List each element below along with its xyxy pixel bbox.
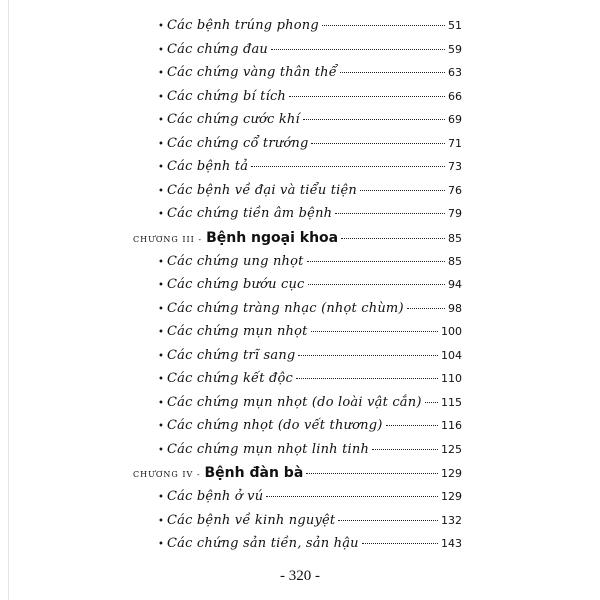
toc-page-number: 76: [448, 183, 462, 197]
toc-page-number: 116: [441, 419, 462, 433]
bullet-icon: •: [158, 44, 164, 56]
toc-page-number: 129: [441, 467, 462, 481]
toc-entry: [158, 18, 462, 38]
toc-entry-label: Các bệnh trúng phong: [167, 18, 319, 33]
bullet-icon: •: [158, 327, 164, 339]
bullet-icon: •: [158, 162, 164, 174]
toc-page-number: 98: [448, 301, 462, 315]
toc-page-number: 71: [448, 136, 462, 150]
dot-leader: [425, 402, 438, 403]
dot-leader: [322, 25, 445, 26]
toc-entry: [158, 65, 462, 85]
bullet-icon: •: [158, 209, 164, 221]
toc-page-number: 129: [441, 490, 462, 503]
bullet-icon: •: [158, 397, 164, 409]
dot-leader: [311, 331, 438, 332]
dot-leader: [308, 284, 445, 285]
toc-page-number: 63: [448, 66, 462, 80]
toc-entry: [158, 89, 462, 109]
toc-page-number: 85: [448, 231, 462, 245]
toc-entry-label: Các chứng cổ trướng: [167, 135, 309, 151]
bullet-icon: •: [158, 492, 164, 503]
chapter-title: Bệnh đàn bà: [204, 465, 304, 482]
toc-entry-label: Các chứng bướu cục: [167, 277, 305, 293]
toc-page-number: 69: [448, 113, 462, 127]
toc-page-number: 104: [441, 348, 462, 362]
bullet-icon: •: [158, 539, 164, 551]
toc-entry: [158, 183, 462, 203]
toc-page-number: 59: [448, 42, 462, 56]
dot-leader: [251, 166, 445, 167]
dot-leader: [360, 190, 445, 191]
page-number: - 320 -: [280, 568, 320, 584]
dot-leader: [266, 496, 438, 497]
toc-entry: [158, 112, 462, 132]
bullet-icon: •: [158, 350, 164, 362]
toc-entry: [158, 159, 462, 179]
bullet-icon: •: [158, 21, 164, 32]
toc-page-number: 66: [448, 89, 462, 103]
toc-entry-label: Các chứng cước khí: [167, 112, 300, 128]
toc-entry-label: Các chứng mụn nhọt (do loài vật cắn): [167, 394, 422, 410]
toc-entry-label: Các bệnh ở vú: [167, 489, 264, 504]
bullet-icon: •: [158, 303, 164, 315]
toc-page-number: 110: [441, 372, 462, 386]
chapter-heading: [133, 230, 462, 250]
toc-entry: [158, 277, 462, 297]
dot-leader: [271, 49, 445, 50]
toc-page-number: 51: [448, 19, 462, 32]
bullet-icon: •: [158, 185, 164, 197]
dot-leader: [311, 143, 445, 144]
toc-entry-label: Các chứng kết độc: [167, 371, 294, 387]
bullet-icon: •: [158, 91, 164, 103]
toc-entry: [158, 254, 462, 274]
dot-leader: [341, 238, 445, 239]
toc-entry: [158, 442, 462, 462]
toc-entry: [158, 136, 462, 156]
toc-entry-label: Các bệnh về đại và tiểu tiện: [167, 182, 357, 198]
toc-entry-label: Các chứng tiền âm bệnh: [167, 206, 333, 222]
toc-page-number: 100: [441, 325, 462, 339]
bullet-icon: •: [158, 68, 164, 80]
toc-entry-label: Các chứng nhọt (do vết thương): [167, 418, 383, 434]
bullet-icon: •: [158, 444, 164, 456]
toc-entry: [158, 513, 462, 533]
dot-leader: [335, 213, 445, 214]
dot-leader: [340, 72, 445, 73]
chapter-number: CHƯƠNG III -: [133, 234, 203, 244]
bullet-icon: •: [158, 374, 164, 386]
toc-entry: [158, 301, 462, 321]
chapter-title: Bệnh ngoại khoa: [206, 229, 339, 246]
toc-entry-label: Các chứng ung nhọt: [167, 253, 304, 269]
dot-leader: [298, 355, 438, 356]
dot-leader: [303, 119, 445, 120]
toc-entry-label: Các chứng mụn nhọt linh tinh: [167, 441, 370, 457]
dot-leader: [307, 261, 445, 262]
chapter-heading: [133, 465, 462, 485]
toc-page-number: 125: [441, 442, 462, 456]
toc-entry-label: Các bệnh về kinh nguyệt: [167, 512, 336, 528]
toc-page-number: 132: [441, 513, 462, 527]
toc-entry-label: Các chứng sản tiền, sản hậu: [167, 536, 359, 552]
toc-page-number: 85: [448, 254, 462, 268]
bullet-icon: •: [158, 515, 164, 527]
toc-entry-label: Các chứng tràng nhạc (nhọt chùm): [167, 300, 404, 316]
toc-entry: [158, 418, 462, 438]
page-edge-line: [8, 0, 9, 600]
toc-page-number: 115: [441, 395, 462, 409]
toc-page-number: 79: [448, 207, 462, 221]
chapter-number: CHƯƠNG IV -: [133, 470, 201, 480]
toc-entry: [158, 371, 462, 391]
bullet-icon: •: [158, 256, 164, 268]
bullet-icon: •: [158, 138, 164, 150]
toc-entry: [158, 489, 462, 509]
dot-leader: [338, 520, 438, 521]
toc-entry: [158, 395, 462, 415]
dot-leader: [362, 543, 438, 544]
bullet-icon: •: [158, 421, 164, 433]
dot-leader: [289, 96, 445, 97]
toc-entry-label: Các chứng vàng thân thể: [167, 65, 337, 81]
toc-entry: [158, 324, 462, 344]
dot-leader: [372, 449, 438, 450]
bullet-icon: •: [158, 280, 164, 292]
toc-page-number: 73: [448, 160, 462, 174]
toc-entry-label: Các chứng mụn nhọt: [167, 324, 308, 340]
toc-entry-label: Các chứng bí tích: [167, 88, 287, 104]
toc-entry-label: Các chứng đau: [167, 41, 269, 57]
toc-page-number: 143: [441, 537, 462, 551]
bullet-icon: •: [158, 115, 164, 127]
toc-entry-label: Các chứng trĩ sang: [167, 347, 296, 363]
toc-entry: [158, 206, 462, 226]
dot-leader: [407, 308, 445, 309]
toc-entry-label: Các bệnh tả: [167, 159, 249, 175]
toc-entry: [158, 536, 462, 556]
toc-page-number: 94: [448, 278, 462, 292]
dot-leader: [306, 473, 438, 474]
dot-leader: [296, 378, 438, 379]
dot-leader: [386, 425, 438, 426]
toc-entry: [158, 348, 462, 368]
toc-entry: [158, 42, 462, 62]
